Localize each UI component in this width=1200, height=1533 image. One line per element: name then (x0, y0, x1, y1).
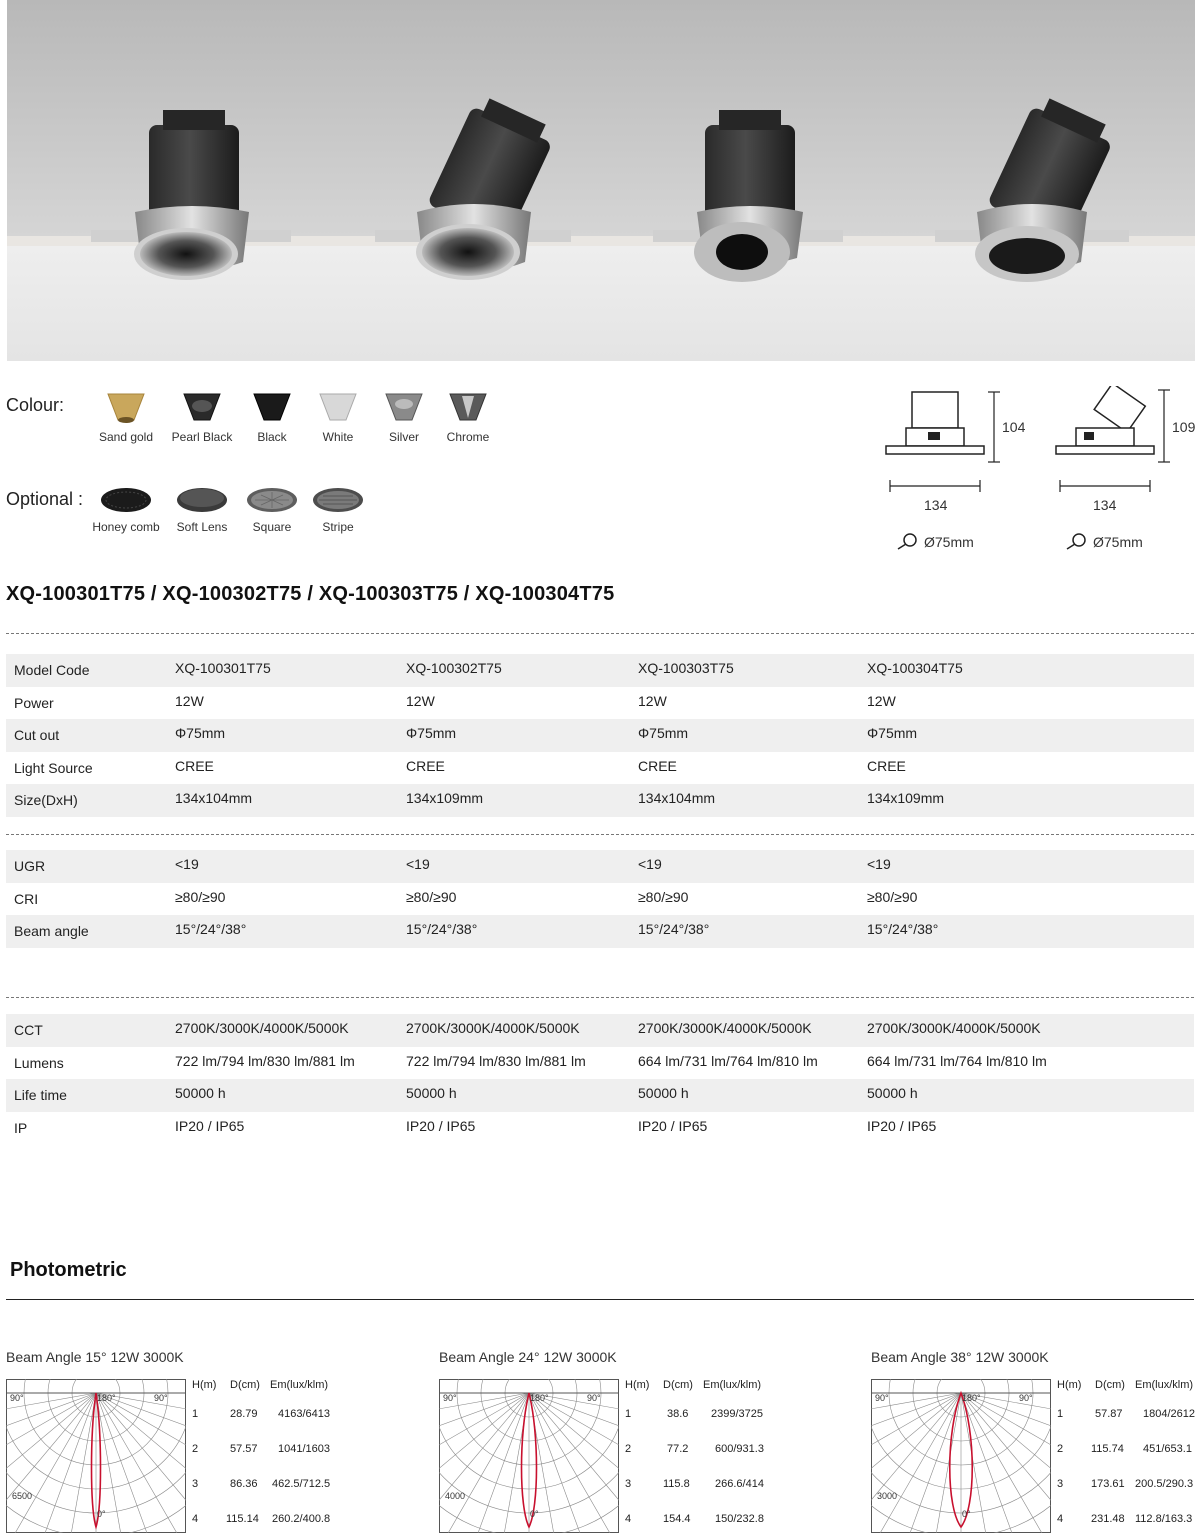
col-header: H(m) (1057, 1379, 1082, 1391)
swatch-caption: White (322, 430, 354, 444)
beam-block-38 (871, 1349, 1200, 1533)
dimension-height: 109 (1172, 419, 1196, 435)
cell: <19 (638, 856, 662, 872)
row-label: CCT (14, 1022, 43, 1038)
swatch-caption: Soft Lens (176, 520, 228, 534)
colour-option-chrome[interactable] (428, 390, 508, 444)
optional-soft-lens[interactable] (162, 486, 242, 534)
spec-table-general (6, 654, 1194, 817)
row-label: Cut out (14, 727, 60, 744)
cell: CREE (406, 757, 445, 774)
cell: 134x109mm (406, 790, 484, 807)
cell: 462.5/712.5 (272, 1478, 331, 1490)
cell: 260.2/400.8 (272, 1513, 331, 1525)
optional-honey-comb[interactable] (86, 486, 166, 534)
soft-lens-icon (175, 486, 229, 514)
cell: Φ75mm (867, 725, 918, 742)
dimension-height: 104 (1002, 419, 1026, 435)
cell: 1 (192, 1408, 199, 1420)
col-header: D(cm) (663, 1379, 693, 1391)
cell: 50000 h (638, 1085, 689, 1102)
cutout-value: Ø75mm (924, 534, 974, 550)
cell: 4163/6413 (278, 1408, 330, 1420)
optional-stripe[interactable] (298, 486, 378, 534)
table-row (6, 654, 1194, 687)
cell: IP20 / IP65 (638, 1117, 708, 1134)
beam-block-15 (6, 1349, 426, 1533)
cell: 664 lm/731 lm/764 lm/810 lm (867, 1052, 1047, 1069)
row-label: Size(DxH) (14, 792, 78, 809)
angle-label-left: 90° (10, 1393, 24, 1403)
cell: 57.57 (230, 1443, 258, 1455)
table-row (6, 687, 1194, 720)
cell: CREE (175, 757, 214, 774)
row-label: Beam angle (14, 923, 89, 940)
pearl-black-reflector-icon (180, 390, 224, 424)
cell: 112.8/163.3 (1135, 1513, 1193, 1525)
col-header: D(cm) (1095, 1379, 1125, 1391)
illuminance-table (1057, 1379, 1200, 1533)
cell: CREE (867, 757, 906, 774)
table-row (6, 850, 1194, 883)
cell: 28.79 (230, 1408, 258, 1420)
stripe-lens-icon (311, 486, 365, 514)
angle-label-top: 180° (530, 1393, 549, 1403)
dimension-drawing-fixed (884, 386, 1004, 501)
cell: 115.8 (663, 1478, 690, 1490)
angle-label-top: 180° (97, 1393, 116, 1403)
cell: 12W (638, 692, 667, 709)
swatch-caption: Chrome (446, 430, 490, 444)
cell: 50000 h (406, 1085, 457, 1102)
row-label: UGR (14, 858, 46, 874)
cell: <19 (867, 856, 891, 872)
angle-label-bottom: 0° (97, 1509, 106, 1519)
angle-label-left: 90° (875, 1393, 889, 1403)
dimension-drawing-tilted (1054, 386, 1174, 501)
cell: 3 (1057, 1478, 1064, 1490)
table-row (6, 1079, 1194, 1112)
cell: ≥80/≥90 (175, 888, 226, 905)
table-row (6, 1112, 1194, 1145)
honeycomb-icon (99, 486, 153, 514)
cell: 4 (192, 1513, 199, 1525)
cell: 1804/2612 (1143, 1408, 1195, 1420)
cell: ≥80/≥90 (638, 888, 689, 905)
dashed-divider (6, 633, 1194, 634)
illuminance-table (625, 1379, 775, 1533)
angle-label-left: 90° (443, 1393, 457, 1403)
cell: 451/653.1 (1143, 1443, 1192, 1455)
cell: 134x109mm (867, 790, 945, 807)
cell: 2 (192, 1443, 199, 1455)
row-label: Lumens (14, 1054, 64, 1071)
cell: 15°/24°/38° (406, 921, 478, 938)
row-label: IP (14, 1119, 28, 1136)
cell: ≥80/≥90 (406, 888, 457, 905)
col-header: Em(lux/klm) (270, 1379, 329, 1391)
chrome-reflector-icon (446, 390, 490, 424)
cell: 722 lm/794 lm/830 lm/881 lm (175, 1052, 355, 1069)
cutout-icon (1065, 533, 1087, 551)
cell: 2700K/3000K/4000K/5000K (638, 1020, 812, 1036)
table-row (6, 752, 1194, 785)
colour-label: Colour: (6, 395, 65, 415)
polar-diagram (871, 1379, 1051, 1533)
col-header: H(m) (192, 1379, 217, 1391)
row-label: Model Code (14, 662, 90, 678)
swatch-caption: Honey comb (92, 520, 160, 534)
row-label: Light Source (14, 759, 93, 776)
table-row (6, 784, 1194, 817)
scale-label: 4000 (445, 1491, 466, 1501)
cell: 12W (867, 692, 896, 709)
cell: 4 (625, 1513, 632, 1525)
swatch-caption: Pearl Black (171, 430, 233, 444)
dimension-width: 134 (1093, 497, 1117, 513)
cell: 3 (192, 1478, 199, 1490)
illuminance-table (192, 1379, 342, 1533)
angle-label-right: 90° (587, 1393, 601, 1403)
swatch-caption: Silver (388, 430, 419, 444)
spec-table-output (6, 1014, 1194, 1144)
photometric-title: Photometric (10, 1259, 127, 1281)
cell: 2700K/3000K/4000K/5000K (867, 1020, 1041, 1036)
cell: IP20 / IP65 (406, 1117, 476, 1134)
cell: 1 (1057, 1408, 1064, 1420)
beam-title: Beam Angle 15° 12W 3000K (6, 1349, 184, 1365)
black-reflector-icon (250, 390, 294, 424)
product-hero-image (7, 0, 1195, 361)
table-row (6, 915, 1194, 948)
swatch-caption: Stripe (322, 520, 354, 534)
col-header: Em(lux/klm) (1135, 1379, 1194, 1391)
scale-label: 3000 (877, 1491, 898, 1501)
sand-gold-reflector-icon (104, 390, 148, 424)
cell: 77.2 (667, 1443, 689, 1455)
cell: 154.4 (663, 1513, 691, 1525)
cell: 15°/24°/38° (175, 921, 247, 938)
cell: 4 (1057, 1513, 1064, 1525)
cell: 664 lm/731 lm/764 lm/810 lm (638, 1052, 818, 1069)
cell: 2 (625, 1443, 632, 1455)
cell: 50000 h (175, 1085, 226, 1102)
silver-reflector-icon (382, 390, 426, 424)
cell: 86.36 (230, 1478, 258, 1490)
cell: 57.87 (1095, 1408, 1123, 1420)
cell: 38.6 (667, 1408, 689, 1420)
cutout-spec (896, 533, 974, 551)
swatch-caption: Sand gold (98, 430, 154, 444)
cell: 150/232.8 (715, 1513, 764, 1525)
dashed-divider (6, 834, 1194, 835)
cell: 200.5/290.3 (1135, 1478, 1194, 1490)
col-header: D(cm) (230, 1379, 260, 1391)
cell: 115.14 (226, 1513, 259, 1525)
cell: 1 (625, 1408, 632, 1420)
cell: 115.74 (1091, 1443, 1124, 1455)
cell: IP20 / IP65 (867, 1117, 937, 1134)
swatch-caption: Square (252, 520, 292, 534)
cell: <19 (175, 856, 199, 872)
cell: 15°/24°/38° (638, 921, 710, 938)
cell: IP20 / IP65 (175, 1117, 245, 1134)
cell: 134x104mm (638, 790, 716, 807)
cell: 600/931.3 (715, 1443, 764, 1455)
cell: 173.61 (1091, 1478, 1125, 1490)
angle-label-bottom: 0° (530, 1509, 539, 1519)
cell: 134x104mm (175, 790, 253, 807)
angle-label-bottom: 0° (962, 1509, 971, 1519)
beam-block-24 (439, 1349, 859, 1533)
white-reflector-icon (316, 390, 360, 424)
cell: 2399/3725 (711, 1408, 763, 1420)
cell: 50000 h (867, 1085, 918, 1102)
angle-label-right: 90° (1019, 1393, 1033, 1403)
angle-label-right: 90° (154, 1393, 168, 1403)
beam-title: Beam Angle 38° 12W 3000K (871, 1349, 1049, 1365)
polar-diagram (6, 1379, 186, 1533)
cell: 15°/24°/38° (867, 921, 939, 938)
cell: 722 lm/794 lm/830 lm/881 lm (406, 1052, 586, 1069)
models-title: XQ-100301T75 / XQ-100302T75 / XQ-100303T75 / XQ-100304T75 (6, 583, 615, 605)
angle-label-top: 180° (962, 1393, 981, 1403)
cell: XQ-100301T75 (175, 660, 271, 676)
cell: Φ75mm (406, 725, 457, 742)
dimension-width: 134 (924, 497, 948, 513)
colour-option-pearl-black[interactable] (162, 390, 242, 444)
table-row (6, 1047, 1194, 1080)
col-header: Em(lux/klm) (703, 1379, 762, 1391)
dashed-divider (6, 997, 1194, 998)
row-label: CRI (14, 890, 39, 907)
cell: 1041/1603 (278, 1443, 330, 1455)
cutout-icon (896, 533, 918, 551)
cell: 2 (1057, 1443, 1064, 1455)
beam-title: Beam Angle 24° 12W 3000K (439, 1349, 617, 1365)
scale-label: 6500 (12, 1491, 33, 1501)
cell: 12W (175, 692, 204, 709)
cell: <19 (406, 856, 430, 872)
spec-table-optics (6, 850, 1194, 948)
cell: 266.6/414 (715, 1478, 764, 1490)
cell: 2700K/3000K/4000K/5000K (175, 1020, 349, 1036)
cell: XQ-100304T75 (867, 660, 963, 676)
cell: XQ-100302T75 (406, 660, 502, 676)
optional-label: Optional : (6, 489, 84, 509)
col-header: H(m) (625, 1379, 650, 1391)
table-row (6, 883, 1194, 916)
photometric-rule (6, 1299, 1194, 1300)
cutout-value: Ø75mm (1093, 534, 1143, 550)
cell: Φ75mm (175, 725, 226, 742)
polar-diagram (439, 1379, 619, 1533)
cell: 3 (625, 1478, 632, 1490)
cell: ≥80/≥90 (867, 888, 918, 905)
cell: 2700K/3000K/4000K/5000K (406, 1020, 580, 1036)
cell: 231.48 (1091, 1513, 1125, 1525)
cell: Φ75mm (638, 725, 689, 742)
colour-option-sand-gold[interactable] (86, 390, 166, 444)
cutout-spec (1065, 533, 1143, 551)
table-row (6, 1014, 1194, 1047)
row-label: Life time (14, 1087, 67, 1104)
swatch-caption: Black (257, 430, 287, 444)
cell: XQ-100303T75 (638, 660, 734, 676)
table-row (6, 719, 1194, 752)
cell: 12W (406, 692, 435, 709)
cell: CREE (638, 757, 677, 774)
row-label: Power (14, 694, 54, 711)
square-lens-icon (245, 486, 299, 514)
